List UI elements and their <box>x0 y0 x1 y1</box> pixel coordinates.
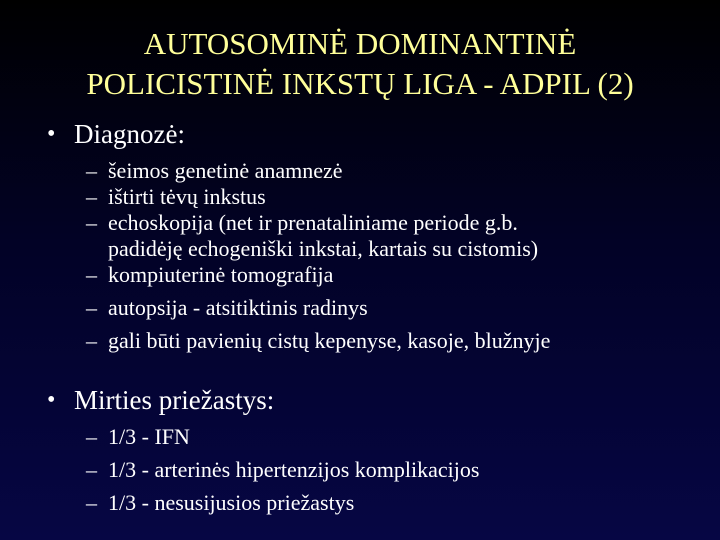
list-item-text: 1/3 - arterinės hipertenzijos komplikacijos <box>108 457 480 482</box>
list-item-text: 1/3 - IFN <box>108 424 190 449</box>
list-item-text: šeimos genetinė anamnezė <box>108 158 343 183</box>
dash-icon: – <box>86 328 97 353</box>
dash-icon: – <box>86 158 97 183</box>
bullet-icon: • <box>47 387 56 413</box>
list-item-text: 1/3 - nesusijusios priežastys <box>108 490 355 515</box>
bullet-heading-mirties-priezastys: Mirties priežastys: <box>74 385 275 415</box>
bullet-heading-diagnoze: Diagnozė: <box>74 119 185 149</box>
dash-icon: – <box>86 295 97 320</box>
list-item <box>86 424 479 450</box>
list-item-text: gali būti pavienių cistų kepenyse, kasoje, blužnyje <box>108 328 551 353</box>
title-line-2: POLICISTINĖ INKSTŲ LIGA - ADPIL (2) <box>86 66 634 101</box>
list-item <box>86 262 550 288</box>
list-item <box>86 158 550 184</box>
dash-icon: – <box>86 210 97 235</box>
list-item-text: autopsija - atsitiktinis radinys <box>108 295 368 320</box>
list-item-text: echoskopija (net ir prenataliniame periode g.b. <box>108 210 518 235</box>
dash-icon: – <box>86 424 97 449</box>
mirties-sub-list <box>86 424 479 516</box>
bullet-icon: • <box>47 121 56 147</box>
list-item <box>86 184 550 210</box>
dash-icon: – <box>86 184 97 209</box>
list-item <box>86 490 479 516</box>
list-item <box>86 457 479 483</box>
dash-icon: – <box>86 262 97 287</box>
list-item <box>86 328 550 354</box>
list-item-text: ištirti tėvų inkstus <box>108 184 266 209</box>
list-item <box>86 295 550 321</box>
slide-title <box>0 24 720 104</box>
diagnoze-sub-list <box>86 158 550 354</box>
dash-icon: – <box>86 490 97 515</box>
list-item <box>86 210 550 262</box>
list-item-text: kompiuterinė tomografija <box>108 262 334 287</box>
title-line-1: AUTOSOMINĖ DOMINANTINĖ <box>143 26 577 61</box>
dash-icon: – <box>86 457 97 482</box>
list-item-text-continued: padidėję echogeniški inkstai, kartais su cistomis) <box>108 236 539 261</box>
